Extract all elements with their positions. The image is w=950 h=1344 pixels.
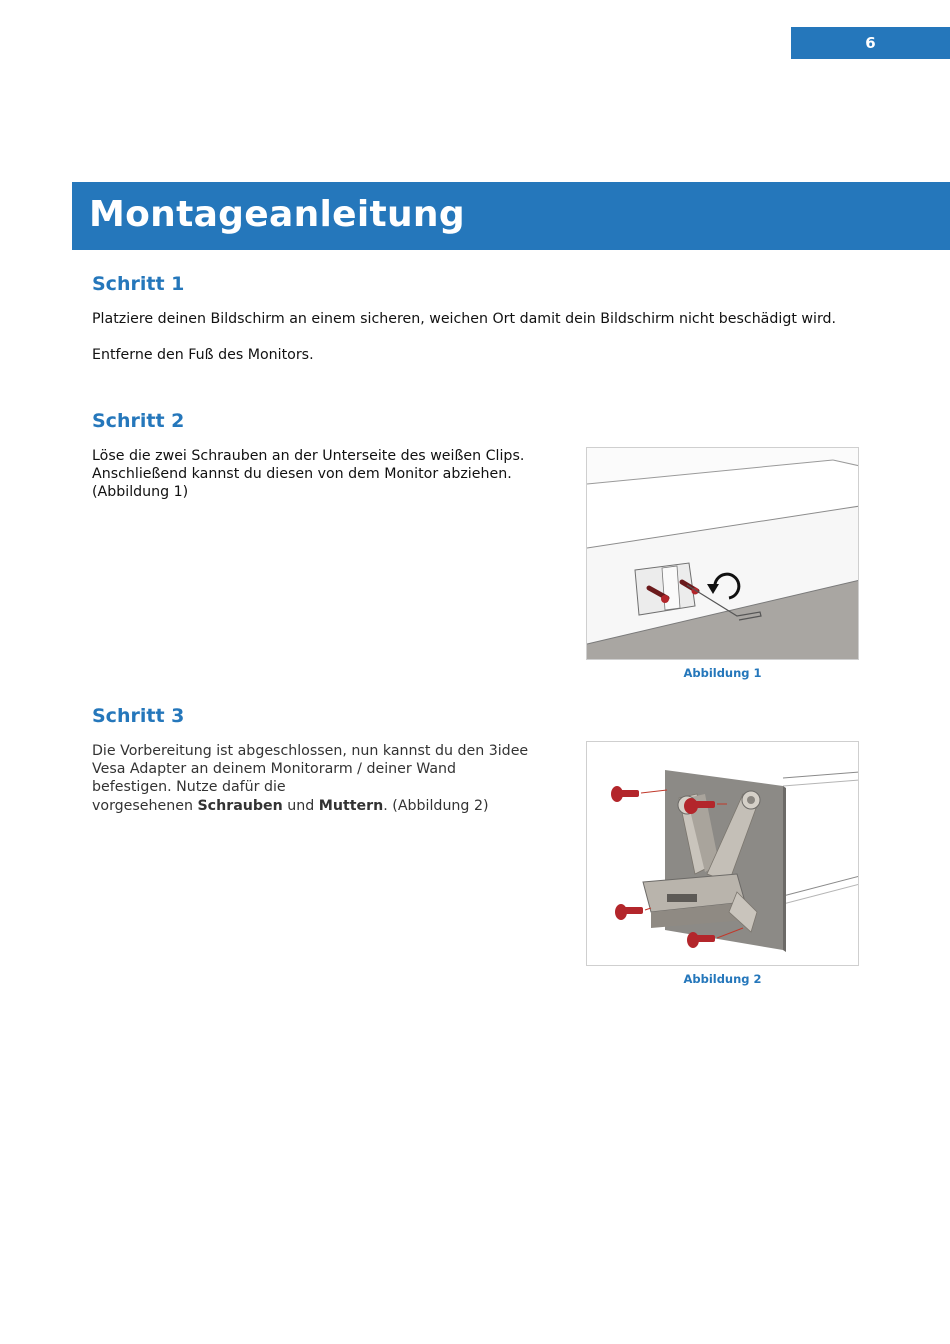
- step-3-line-4: [92, 797, 528, 815]
- screws-emphasis: Schrauben: [197, 797, 283, 814]
- step-2-heading: Schritt 2: [92, 410, 185, 432]
- step-2-text: [92, 447, 524, 502]
- figure-2-image: [586, 741, 859, 966]
- step-3-line-3: befestigen. Nutze dafür die: [92, 779, 286, 796]
- step-3-line-1: Die Vorbereitung ist abgeschlossen, nun kannst du den 3idee: [92, 743, 529, 759]
- step-3-line-2: Vesa Adapter an deinem Monitorarm / deiner Wand: [92, 761, 457, 778]
- figure-1-caption: Abbildung 1: [683, 666, 762, 680]
- nuts-emphasis: Muttern: [318, 797, 384, 814]
- step-1-heading: Schritt 1: [92, 273, 185, 295]
- step-2-line-1: Löse die zwei Schrauben an der Unterseite des weißen Clips.: [92, 448, 525, 464]
- step-1-paragraph-2: Entferne den Fuß des Monitors.: [92, 347, 314, 363]
- step-3-text: [92, 742, 528, 815]
- step-3-line-4-suffix: . (Abbildung 2): [383, 797, 489, 814]
- figure-1-image: [586, 447, 859, 660]
- step-3-heading: Schritt 3: [92, 705, 185, 727]
- page-title: Montageanleitung: [89, 194, 465, 235]
- figure-2-caption: Abbildung 2: [683, 972, 762, 986]
- page-number-badge: [791, 27, 950, 59]
- step-1-paragraph-1: Platziere deinen Bildschirm an einem sicheren, weichen Ort damit dein Bildschirm nicht beschädigt wird.: [92, 311, 837, 327]
- step-2-line-2: Anschließend kannst du diesen von dem Monitor abziehen.: [92, 466, 512, 483]
- step-3-conjunction: und: [282, 797, 319, 814]
- step-2-line-3: (Abbildung 1): [92, 484, 189, 501]
- title-bar: [72, 182, 950, 250]
- step-3-line-4-prefix: vorgesehenen: [92, 797, 198, 814]
- page-number: 6: [865, 34, 876, 52]
